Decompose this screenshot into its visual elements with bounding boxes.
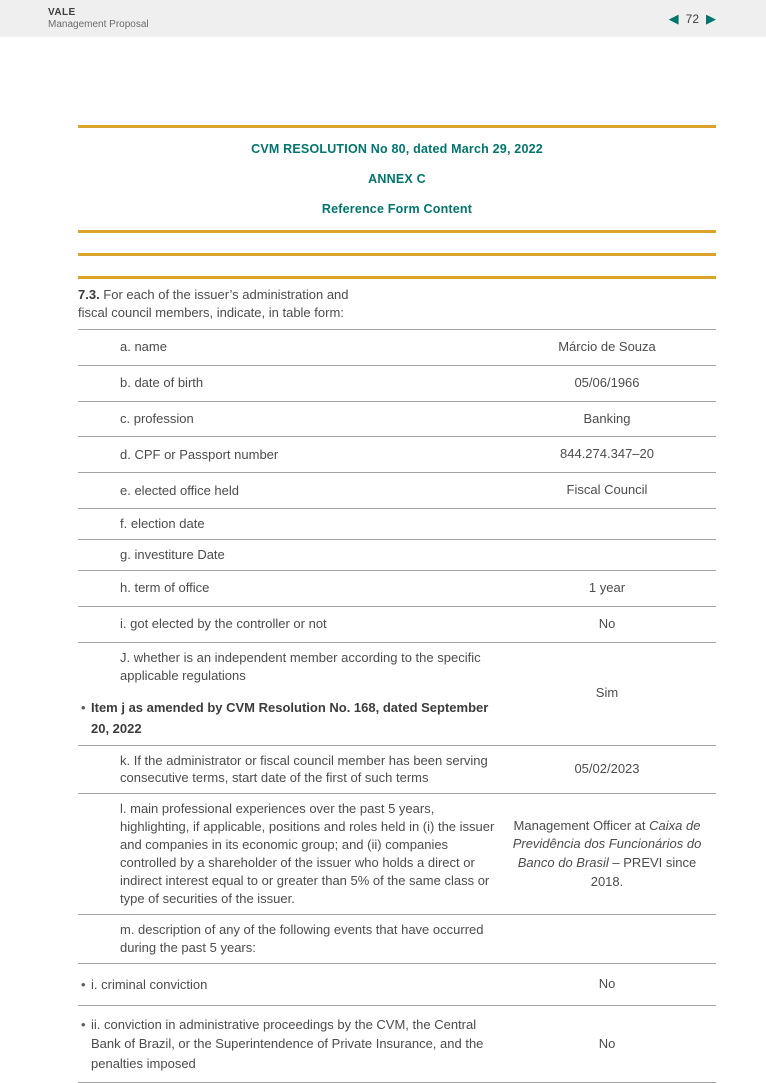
row-label-cell <box>78 410 498 428</box>
row-label-cell <box>78 975 498 995</box>
row-label-text: c. profession <box>120 411 194 427</box>
row-value: No <box>598 975 616 991</box>
row-value-cell <box>498 973 716 996</box>
table-row <box>78 473 716 509</box>
amendment-note-text: Item j as amended by CVM Resolution No. 168, dated September 20, 2022 <box>91 699 489 736</box>
bullet-icon: • <box>81 1016 86 1032</box>
row-label-cell <box>78 515 498 533</box>
row-value: Márcio de Souza <box>558 338 656 354</box>
row-value-cell <box>498 758 716 781</box>
row-label-text: e. elected office held <box>120 482 240 498</box>
page-number: 72 <box>685 11 699 26</box>
row-label-text: h. term of office <box>120 580 210 596</box>
table-row <box>78 402 716 438</box>
row-value: 844.274.347–20 <box>560 446 654 462</box>
table-row <box>78 509 716 540</box>
table-row <box>78 279 716 330</box>
row-label-cell <box>78 579 498 597</box>
row-label: ii. conviction in administrative proceedings by the CVM, the Central Bank of Brazil, or the Superintendence of Private Insurance, and the penalties imposed <box>91 1016 484 1071</box>
section-label <box>78 286 368 322</box>
row-label <box>78 752 498 788</box>
row-label <box>78 338 498 356</box>
row-value-cell <box>498 372 716 395</box>
brand-block <box>48 7 149 30</box>
brand-subtitle: Management Proposal <box>48 19 149 30</box>
previous-page-icon[interactable]: ◀ <box>668 11 679 26</box>
row-label-cell <box>78 286 498 322</box>
row-label <box>78 615 498 633</box>
section-text: For each of the issuer’s administration and fiscal council members, indicate, in table form: <box>78 287 349 320</box>
row-value-part: – PREVI since 2018. <box>590 855 697 890</box>
page-navigator <box>669 12 716 26</box>
row-value: 1 year <box>588 579 626 595</box>
next-page-icon[interactable]: ▶ <box>706 11 716 26</box>
row-value: No <box>598 1035 616 1051</box>
row-value-cell <box>498 937 716 941</box>
row-label-cell <box>78 546 498 564</box>
page-content <box>78 125 716 1083</box>
document-header-bar <box>0 0 766 37</box>
row-label: i. criminal conviction <box>91 976 208 992</box>
table-row <box>78 540 716 571</box>
row-value: Banking <box>583 410 631 426</box>
row-label-cell <box>78 482 498 500</box>
row-label-cell <box>78 800 498 908</box>
table-row <box>78 964 716 1006</box>
row-value: 05/06/1966 <box>574 374 640 390</box>
row-label-cell <box>78 374 498 392</box>
table-row <box>78 794 716 915</box>
row-value: Sim <box>595 685 619 701</box>
row-value-cell <box>498 815 716 894</box>
row-label-text: f. election date <box>120 516 205 532</box>
row-label <box>78 374 498 392</box>
row-value-cell <box>498 479 716 502</box>
annex-title: ANNEX C <box>368 172 426 186</box>
divider-gold <box>78 233 716 256</box>
row-value-cell <box>498 443 716 466</box>
row-label-cell <box>78 1015 498 1074</box>
row-label-cell <box>78 446 498 464</box>
row-label <box>78 579 498 597</box>
row-value-cell <box>498 577 716 600</box>
row-value-part: Management Officer at <box>513 817 650 833</box>
table-row <box>78 746 716 795</box>
row-label-text: d. CPF or Passport number <box>120 446 279 462</box>
row-label <box>78 515 498 533</box>
table-row <box>78 1006 716 1083</box>
row-label-text: J. whether is an independent member according to the specific applicable regulations <box>120 649 481 683</box>
row-label-text: m. description of any of the following events that have occurred during the past 5 years: <box>120 922 484 955</box>
document-title: CVM RESOLUTION No 80, dated March 29, 2022 <box>251 142 543 156</box>
row-label <box>78 649 498 685</box>
section-number: 7.3. <box>78 287 100 302</box>
section-title: Reference Form Content <box>321 202 473 216</box>
row-label-cell <box>78 615 498 633</box>
row-label <box>78 482 498 500</box>
row-value-cell <box>498 1033 716 1056</box>
row-label-cell <box>78 752 498 788</box>
row-label-cell <box>78 649 498 739</box>
row-label-cell <box>78 921 498 957</box>
row-label <box>78 800 498 908</box>
row-value: Fiscal Council <box>566 482 648 498</box>
row-value-cell <box>498 302 716 306</box>
table-row <box>78 366 716 402</box>
table-row <box>78 643 716 746</box>
bullet-icon: • <box>81 976 86 992</box>
row-label <box>78 921 498 957</box>
row-value-part: Caixa de Previdência dos Funcionários do Banco do Brasil <box>512 817 702 871</box>
table-row <box>78 915 716 964</box>
row-label-text: k. If the administrator or fiscal council member has been serving consecutive terms, start date of the first of such terms <box>120 752 488 786</box>
bullet-icon: • <box>81 699 86 715</box>
form-table <box>78 279 716 1083</box>
row-label-text: i. got elected by the controller or not <box>120 616 327 632</box>
table-row <box>78 607 716 643</box>
row-label <box>78 546 498 564</box>
row-value-cell <box>498 553 716 557</box>
row-value-cell <box>498 522 716 526</box>
row-value-cell <box>498 408 716 431</box>
row-value-cell <box>498 682 716 705</box>
amendment-note <box>78 697 498 739</box>
row-label <box>78 410 498 428</box>
table-row <box>78 330 716 366</box>
row-value: 05/02/2023 <box>574 761 640 777</box>
row-label <box>78 446 498 464</box>
table-row <box>78 437 716 473</box>
title-block <box>78 125 716 233</box>
row-label-text: a. name <box>120 339 167 355</box>
row-value-cell <box>498 613 716 636</box>
table-row <box>78 571 716 607</box>
brand-title: VALE <box>48 7 76 18</box>
row-label-text: b. date of birth <box>120 375 204 391</box>
row-label-text: g. investiture Date <box>120 547 225 563</box>
row-label-cell <box>78 338 498 356</box>
divider-gold <box>78 256 716 279</box>
row-label-text: l. main professional experiences over the past 5 years, highlighting, if applicable, positions and roles held in (i) the issuer and companies in its economic group; and (ii) companies controlled by a shareholder of the issuer who holds a direct or indirect interest equal to or greater than 5% of the same class or type of securities of the issuer. <box>120 801 495 907</box>
row-value-cell <box>498 336 716 359</box>
row-value: No <box>598 615 616 631</box>
